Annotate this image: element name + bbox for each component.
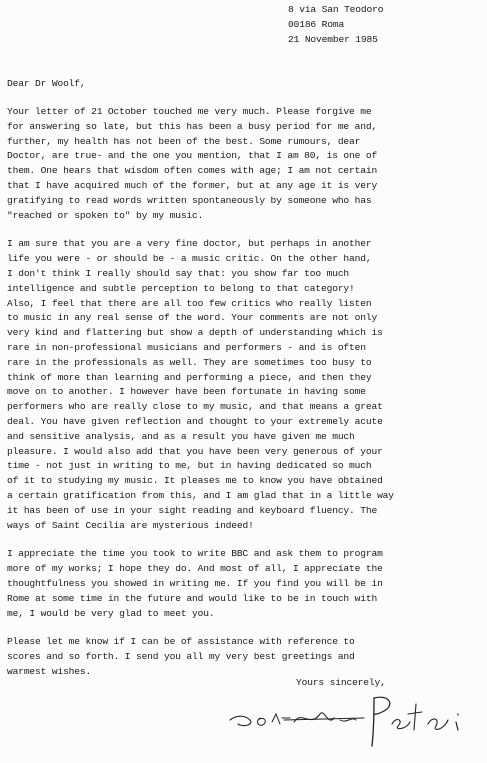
- sender-address: [288, 2, 383, 46]
- letter-line: Please let me know if I can be of assistance with reference to: [7, 636, 355, 648]
- letter-line: I am sure that you are a very fine doctor, but perhaps in another: [7, 238, 372, 250]
- letter-line: gratifying to read words written spontaneously by someone who has: [7, 194, 372, 206]
- closing: Yours sincerely,: [296, 677, 386, 688]
- letter-line: them. One hears that wisdom often comes with age; I am not certain: [7, 165, 378, 177]
- letter-paragraph: [7, 236, 485, 532]
- letter-line: scores and so forth. I send you all my very best greetings and: [7, 651, 355, 663]
- letter-paragraph: [7, 546, 485, 620]
- letter-line: I appreciate the time you took to write BBC and ask them to program: [7, 548, 383, 560]
- letter-line: move on to another. I however have been fortunate in having some: [7, 386, 366, 398]
- letter-line: Also, I feel that there are all too few critics who really listen: [7, 297, 372, 309]
- letter-line: "reached or spoken to" by my music.: [7, 209, 204, 221]
- letter-line: time - not just in writing to me, but in having dedicated so much: [7, 460, 372, 472]
- letter-line: I don't think I really should say that: you show far too much: [7, 267, 350, 279]
- letter-line: deal. You have given reflection and thought to your extremely acute: [7, 415, 383, 427]
- letter-line: it has been of use in your sight reading and keyboard fluency. The: [7, 504, 378, 516]
- letter-line: warmest wishes.: [7, 665, 92, 677]
- letter-line: rare in the professionals as well. They are sometimes too busy to: [7, 356, 372, 368]
- letter-body: [7, 104, 485, 693]
- letter-date: 21 November 1985: [288, 33, 378, 45]
- letter-line: to music in any real sense of the word. Your comments are not only: [7, 312, 378, 324]
- handwritten-signature: [224, 690, 486, 762]
- letter-line: ways of Saint Cecilia are mysterious indeed!: [7, 519, 254, 531]
- letter-line: thoughtfulness you showed in writing me. If you find you will be in: [7, 577, 383, 589]
- letter-line: rare in non-professional musicians and performers - and is often: [7, 341, 366, 353]
- letter-line: Your letter of 21 October touched me very much. Please forgive me: [7, 106, 372, 117]
- address-street: 8 via San Teodoro: [288, 4, 384, 15]
- letter-line: further, my health has not been of the best. Some rumours, dear: [7, 135, 361, 147]
- letter-line: life you were - or should be - a music critic. On the other hand,: [7, 253, 372, 265]
- letter-line: think of more than learning and performing a piece, and then they: [7, 371, 372, 383]
- letter-line: of it to studying my music. It pleases me to know you have obtained: [7, 475, 383, 487]
- letter-line: intelligence and subtle perception to belong to that category!: [7, 282, 355, 294]
- letter-line: very kind and flattering but show a depth of understanding which is: [7, 327, 383, 339]
- letter-line: Rome at some time in the future and would like to be in touch with: [7, 592, 378, 604]
- letter-line: that I have acquired much of the former, but at any age it is very: [7, 179, 378, 191]
- letter-paragraph: [7, 104, 485, 222]
- letter-line: and sensitive analysis, and as a result you have given me much: [7, 430, 355, 442]
- letter-line: Doctor, are true- and the one you mention, that I am 80, is one of: [7, 150, 378, 162]
- letter-line: pleasure. I would also add that you have been very generous of your: [7, 445, 383, 457]
- letter-line: performers who are really close to my music, and that means a great: [7, 401, 383, 413]
- address-city: 00186 Roma: [288, 18, 345, 30]
- letter-line: for answering so late, but this has been a busy period for me and,: [7, 120, 378, 132]
- letter-paragraph: [7, 634, 485, 678]
- salutation: Dear Dr Woolf,: [7, 78, 86, 89]
- letter-line: me, I would be very glad to meet you.: [7, 607, 215, 619]
- letter-line: more of my works; I hope they do. And most of all, I appreciate the: [7, 563, 383, 575]
- letter-line: a certain gratification from this, and I am glad that in a little way: [7, 489, 394, 501]
